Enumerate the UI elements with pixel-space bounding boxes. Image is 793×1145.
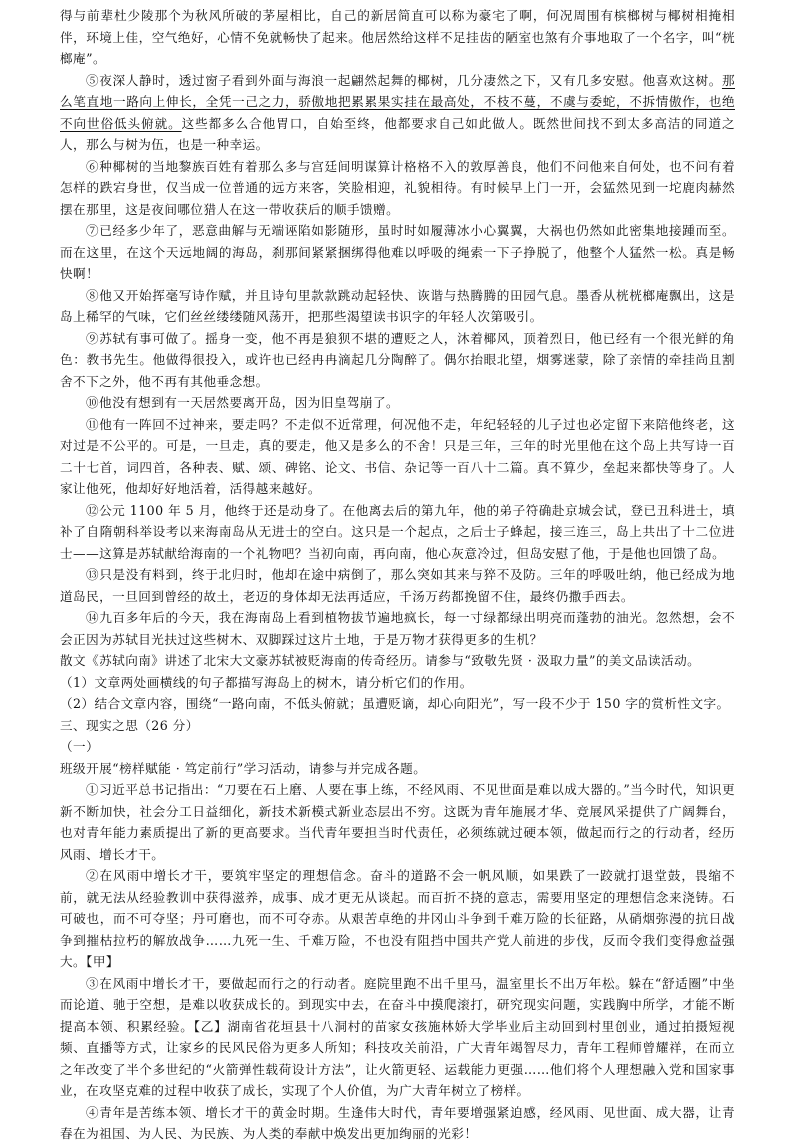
essay-paragraph-5 bbox=[60, 70, 735, 156]
essay-paragraph-12: ⑫公元 1100 年 5 月，他终于还是动身了。在他离去后的第九年，他的弟子符确赴京城会试，登已丑科进士，填补了自隋朝科举设考以来海南岛从无进士的空白。这只是一个起点，之后士子蜂起，接三连三，岛上共出了十二位进士——这算是苏轼献给海南的一个礼物吧？当初向南，再向南，他心灰意冷过，但岛安慰了他，于是他也回馈了岛。 bbox=[60, 502, 735, 561]
paragraph-5-part-3: 这些都多么合他胃口，自始至终，他都要求自己如此做人。既然世间找不到太多高洁的同道之人，那么与树为伍，也是一种幸运。 bbox=[60, 115, 735, 152]
paragraph-5-part-1: ⑤夜深人静时，透过窗子看到外面与海浪一起翩然起舞的椰树，几分凄然之下，又有几多安慰。他喜欢这树。 bbox=[86, 72, 722, 88]
question-1: （1）文章两处画横线的句子都描写海岛上的树木，请分析它们的作用。 bbox=[60, 674, 473, 690]
essay-paragraph-10: ⑩他没有想到有一天居然要离开岛，因为旧皇驾崩了。 bbox=[86, 395, 400, 410]
essay-paragraph-9: ⑨苏轼有事可做了。摇身一变，他不再是狼狈不堪的遭贬之人，沐着椰风，顶着烈日，他已经有一个很光鲜的角色：教书先生。他做得很投入，或许也已经冉冉滴起几分陶醉了。偶尔抬眼北望，烟雾迷蒙，除了亲情的牵挂尚且割舍不下之外，他不再有其他垂念想。 bbox=[60, 330, 735, 389]
essay-paragraph-8: ⑧他又开始挥毫写诗作赋，并且诗句里款款跳动起轻快、诙谐与热腾腾的田园气息。墨香从桄桄榔庵飘出，这是岛上稀罕的气味，它们丝丝缕缕随风荡开，把那些渴望读书识字的年轻人次第吸引。 bbox=[60, 287, 735, 324]
question-intro: 散文《苏轼向南》讲述了北宋大文豪苏轼被贬海南的传奇经历。请参与“致敬先贤 · 汲取力量”的美文品读活动。 bbox=[60, 653, 701, 668]
essay-paragraph-intro: 得与前辈杜少陵那个为秋风所破的茅屋相比，自己的新居简直可以称为豪宅了啊，何况周围有槟榔树与椰树相掩相伴，环境上佳，空气绝好，心情不免就畅快了起来。他居然给这样不足挂齿的陋室也煞有介事地取了一个名字，叫“桄榔庵”。 bbox=[60, 8, 735, 66]
activity-task: 班级开展“榜样赋能 · 笃定前行”学习活动，请参与并完成各题。 bbox=[60, 760, 427, 776]
essay-paragraph-11: ⑪他有一阵回不过神来，要走吗？不走似不近常理，何况他不走，年纪轻轻的儿子过也必定留下来陪他终老，这对过是不公平的。可是，一旦走，真的要走，他又是多么的不舍！只是三年，三年的时光里他在这个岛上共写诗一百二十七首，词四首，各种表、赋、颂、碑铭、论文、书信、杂记等一百八十二篇。真不算少，垒起来都快等身了。人家让他死，他却好好地活着，活得越来越好。 bbox=[60, 416, 735, 496]
subsection-1-heading: （一） bbox=[60, 739, 100, 754]
reading-paragraph-1: ①习近平总书记指出：“刀要在石上磨、人要在事上练，不经风雨、不见世面是难以成大器的。”当今时代，知识更新不断加快，社会分工日益细化，新技术新模式新业态层出不穷。这既为青年施展才华、竞展风采提供了广阔舞台，也对青年能力素质提出了新的更高要求。当代青年要担当时代责任，必须练就过硬本领，做起而行之的行动者，经历风雨、增长才干。 bbox=[60, 782, 735, 862]
underlined-sentence-1: 那么笔直地一路向上伸长，全凭一己之力，骄傲地把累累果实挂在最高处，不枝不蔓，不虞与委蛇，不拆情傲作，也绝不向世俗低头俯就。 bbox=[60, 72, 735, 131]
essay-paragraph-6: ⑥种椰树的当地黎族百姓有着那么多与宫廷间明谋算计格格不入的敦厚善良，他们不问他来自何处，也不问有着怎样的跌宕身世，仅当成一位普通的远方来客，笑脸相迎，礼貌相待。有时候早上门一开，会猛然见到一坨鹿肉赫然摆在那里，这是夜间哪位猎人在这一带收获后的顺手馈赠。 bbox=[60, 158, 735, 217]
essay-paragraph-13: ⑬只是没有料到，终于北归时，他却在途中病倒了，那么突如其来与猝不及防。三年的呼吸吐纳，他已经成为地道岛民，一旦回到曾经的故土，老迈的身体却无法再适应，千汤万药都挽留不住，最终仍撒手西去。 bbox=[60, 567, 735, 604]
reading-paragraph-4: ④青年是苦练本领、增长才干的黄金时期。生逢伟大时代，青年要增强紧迫感，经风雨、见世面、成大器，让青春在为祖国、为人民、为民族、为人类的奉献中焕发出更加绚丽的光彩！ bbox=[60, 1104, 735, 1141]
section-3-heading: 三、现实之思（26 分） bbox=[60, 717, 199, 733]
essay-paragraph-7: ⑦已经多少年了，恶意曲解与无端诬陷如影随形，虽时时如履薄冰小心翼翼，大祸也仍然如此密集地接踵而至。而在这里，在这个天远地阔的海岛，刹那间紧紧捆绑得他难以呼吸的绳索一下子挣脱了，他整个人猛然一松。真是畅快啊！ bbox=[60, 223, 735, 281]
reading-paragraph-3: ③在风雨中增长才干，要做起而行之的行动者。庭院里跑不出千里马，温室里长不出万年松。躲在“舒适圈”中坐而论道、驰于空想，是难以收获成长的。到现实中去，在奋斗中摸爬滚打，研究现实问题，实践胸中所学，才能不断提高本领、积累经验。【乙】湖南省花垣县十八洞村的苗家女孩施林娇大学毕业后主动回到村里创业，通过拍摄短视频、直播等方式，让家乡的民风民俗为更多人所知；科技攻关前沿，广大青年竭智尽力，青年工程师曾耀祥，在而立之年改变了半个多世纪的“火箭弹性载荷设计方法”，让火箭更轻、运载能力更强……他们将个人理想融入党和国家事业，在攻坚克难的过程中收获了成长，实现了个人价值，为广大青年树立了榜样。 bbox=[60, 975, 735, 1098]
essay-paragraph-14: ⑭九百多年后的今天，我在海南岛上看到植物拔节遍地疯长，每一寸绿都绿出明亮而蓬勃的油光。忽然想，会不会正因为苏轼目光扶过这些树木、双脚踩过这片土地，于是万物才获得更多的生机？ bbox=[60, 610, 735, 647]
question-2: （2）结合文章内容，围绕“一路向南，不低头俯就；虽遭贬谪，却心向阳光”，写一段不少于 150 字的赏析性文字。 bbox=[60, 696, 730, 711]
reading-paragraph-2: ②在风雨中增长才干，要筑牢坚定的理想信念。奋斗的道路不会一帆风顺，如果跌了一跤就打退堂鼓，畏缩不前，就无法从经验教训中获得滋养，成事、成才更无从谈起。而百折不挠的意志，需要用坚定的理想信念来浇铸。石可破也，而不可夺坚；丹可磨也，而不可夺赤。从艰苦卓绝的井冈山斗争到千难万险的长征路，从硝烟弥漫的抗日战争到摧枯拉朽的解放战争……九死一生、千难万险，不也没有阻挡中国共产党人前进的步伐，反而令我们变得愈益强大。【甲】 bbox=[60, 868, 735, 969]
